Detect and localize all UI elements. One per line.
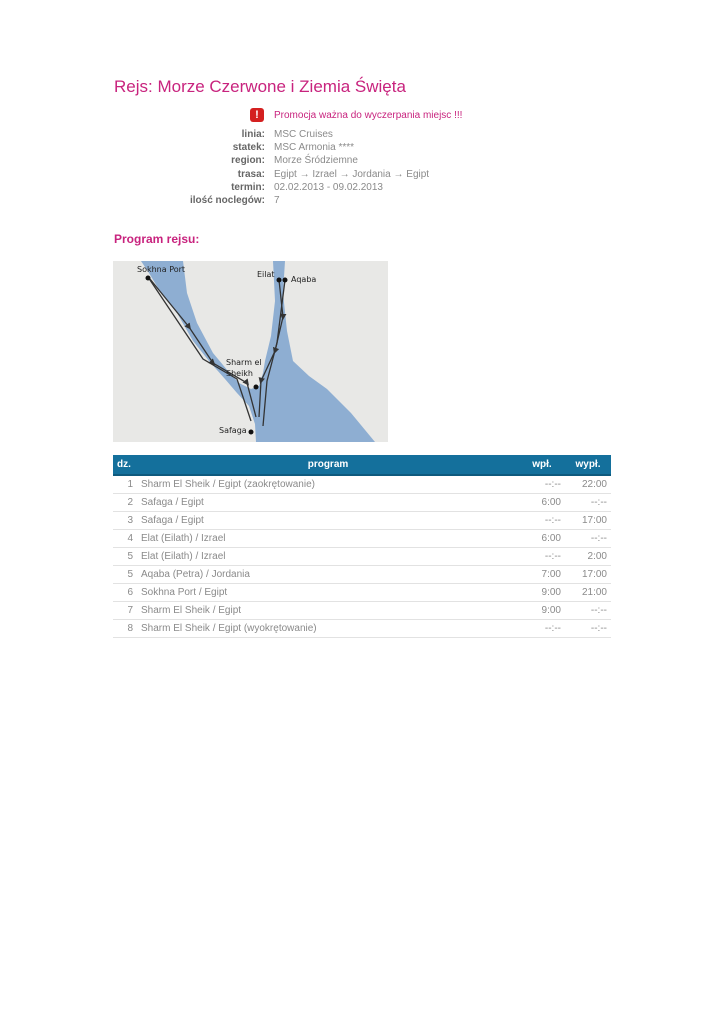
promo-notice — [250, 108, 463, 122]
cell-arrival: --:-- — [519, 475, 565, 494]
info-row-route — [150, 168, 429, 181]
cell-departure: 17:00 — [565, 566, 611, 584]
port-safaga — [249, 430, 254, 435]
info-label: ilość noclegów: — [189, 195, 265, 207]
cell-program: Sharm El Sheik / Egipt (wyokrętowanie) — [137, 620, 519, 638]
route-map — [113, 261, 388, 442]
info-row-nights — [150, 194, 429, 207]
cruise-info — [150, 128, 429, 207]
map-label-safaga: Safaga — [219, 426, 247, 435]
cell-arrival: 9:00 — [519, 602, 565, 620]
map-label-sharm: Sharm el — [226, 358, 262, 367]
cell-arrival: 9:00 — [519, 584, 565, 602]
col-departure: wypł. — [565, 455, 611, 475]
cell-program: Safaga / Egipt — [137, 494, 519, 512]
cell-arrival: 7:00 — [519, 566, 565, 584]
cell-arrival: --:-- — [519, 512, 565, 530]
table-row — [113, 475, 611, 494]
cell-program: Sharm El Sheik / Egipt — [137, 602, 519, 620]
info-row-ship — [150, 141, 429, 154]
cell-arrival: 6:00 — [519, 530, 565, 548]
info-label: linia: — [241, 129, 265, 140]
info-value: 7 — [274, 195, 280, 207]
cell-program: Sharm El Sheik / Egipt (zaokrętowanie) — [137, 475, 519, 494]
page-title: Rejs: Morze Czerwone i Ziemia Święta — [114, 77, 406, 96]
cell-departure: --:-- — [565, 494, 611, 512]
table-row — [113, 602, 611, 620]
col-arrival: wpł. — [519, 455, 565, 475]
cell-day: 5 — [113, 566, 137, 584]
table-row — [113, 512, 611, 530]
info-value: Egipt → Izrael → Jordania → Egipt — [274, 168, 430, 180]
info-value: 02.02.2013 - 09.02.2013 — [274, 181, 383, 193]
cell-departure: 17:00 — [565, 512, 611, 530]
cell-day: 8 — [113, 620, 137, 638]
port-sokhna — [146, 276, 151, 281]
promo-text: Promocja ważna do wyczerpania miejsc !!! — [274, 110, 463, 121]
itinerary-table — [113, 455, 611, 638]
info-row-date — [150, 181, 429, 194]
cell-arrival: --:-- — [519, 620, 565, 638]
cell-departure: --:-- — [565, 620, 611, 638]
cell-day: 2 — [113, 494, 137, 512]
table-row — [113, 584, 611, 602]
info-row-region — [150, 154, 429, 167]
table-row — [113, 548, 611, 566]
port-sharm — [254, 385, 259, 390]
section-title: Program rejsu: — [114, 232, 200, 246]
cell-departure: 2:00 — [565, 548, 611, 566]
cell-program: Safaga / Egipt — [137, 512, 519, 530]
cell-program: Aqaba (Petra) / Jordania — [137, 566, 519, 584]
map-label-aqaba: Aqaba — [291, 275, 317, 284]
cell-departure: --:-- — [565, 602, 611, 620]
cell-departure: 22:00 — [565, 475, 611, 494]
info-label: termin: — [231, 181, 265, 193]
port-aqaba — [283, 278, 288, 283]
col-day: dz. — [113, 455, 137, 475]
info-row-line — [150, 128, 429, 141]
cell-arrival: --:-- — [519, 548, 565, 566]
cell-departure: --:-- — [565, 530, 611, 548]
cell-day: 3 — [113, 512, 137, 530]
table-row — [113, 494, 611, 512]
table-row — [113, 620, 611, 638]
col-program: program — [137, 455, 519, 475]
map-label-eilat: Eilat — [257, 270, 275, 279]
cell-program: Elat (Eilath) / Izrael — [137, 530, 519, 548]
cell-day: 7 — [113, 602, 137, 620]
cell-program: Sokhna Port / Egipt — [137, 584, 519, 602]
cell-day: 5 — [113, 548, 137, 566]
cell-day: 1 — [113, 475, 137, 494]
cell-departure: 21:00 — [565, 584, 611, 602]
info-value: MSC Armonia **** — [274, 142, 355, 154]
table-row — [113, 530, 611, 548]
cell-day: 6 — [113, 584, 137, 602]
info-label: statek: — [232, 142, 265, 154]
exclamation-icon: ! — [250, 108, 264, 122]
cell-arrival: 6:00 — [519, 494, 565, 512]
info-value: Morze Śródziemne — [274, 155, 358, 167]
cell-program: Elat (Eilath) / Izrael — [137, 548, 519, 566]
table-row — [113, 566, 611, 584]
port-eilat — [277, 278, 282, 283]
info-label: trasa: — [237, 168, 265, 180]
cell-day: 4 — [113, 530, 137, 548]
table-header-row — [113, 455, 611, 475]
info-value: MSC Cruises — [274, 129, 333, 140]
map-label-sheikh: Sheikh — [226, 369, 253, 378]
info-label: region: — [231, 155, 265, 167]
map-label-sokhna: Sokhna Port — [137, 265, 186, 274]
